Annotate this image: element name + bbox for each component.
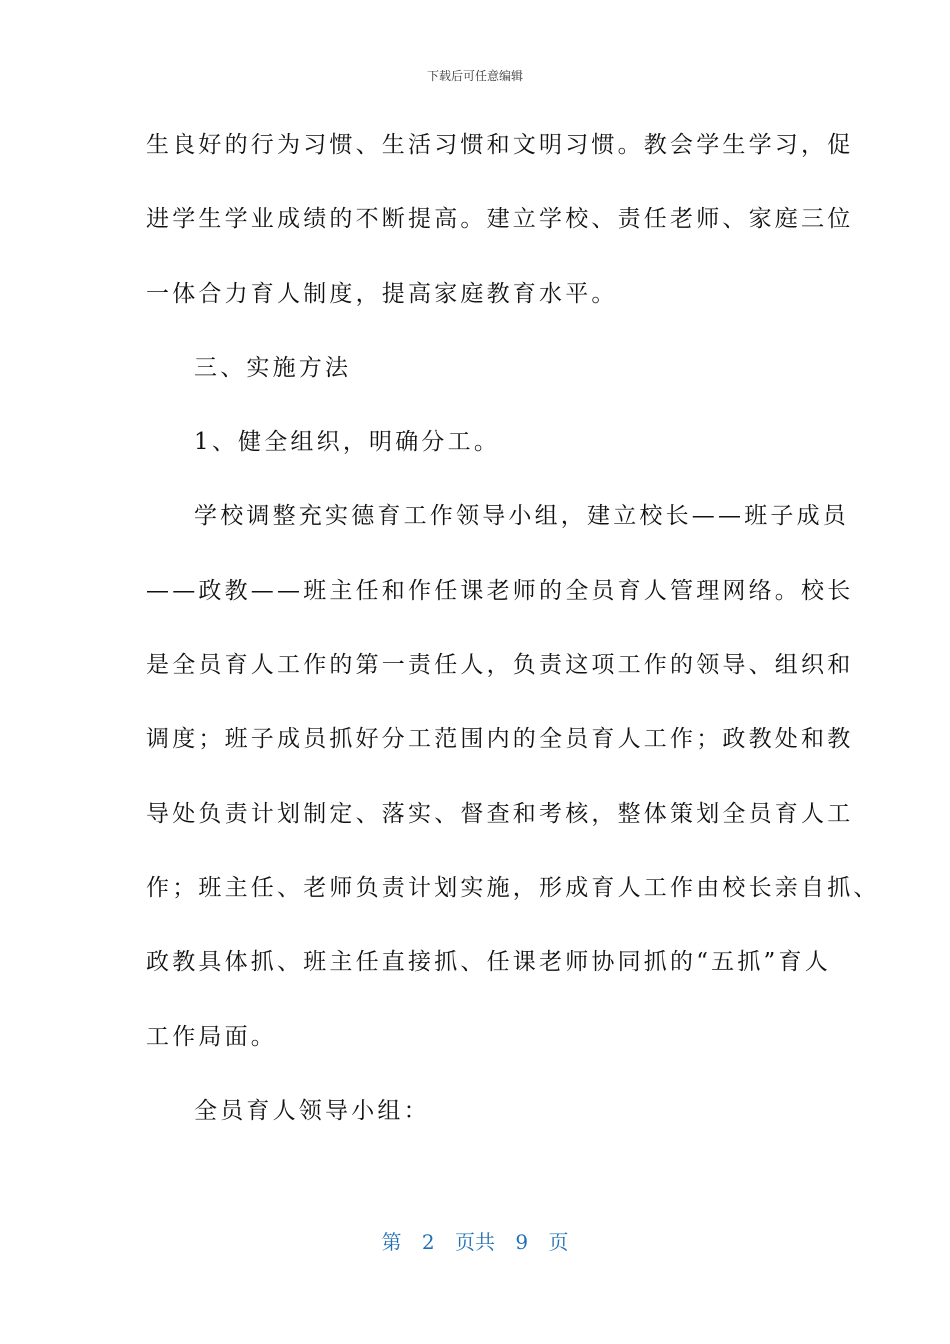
header-note: 下载后可任意编辑 bbox=[426, 69, 523, 83]
text-line: 工作局面。 bbox=[146, 1023, 277, 1050]
document-body bbox=[146, 127, 880, 1167]
text-line: 调度；班子成员抓好分工范围内的全员育人工作；政教处和教 bbox=[146, 726, 854, 753]
text-line: 导处负责计划制定、落实、督查和考核，整体策划全员育人工 bbox=[146, 800, 854, 827]
section-heading: 三、实施方法 bbox=[194, 354, 352, 381]
text-line: 是全员育人工作的第一责任人，负责这项工作的领导、组织和 bbox=[146, 652, 854, 679]
footer-suffix: 页 bbox=[548, 1230, 569, 1254]
subsection-heading: 1、健全组织，明确分工。 bbox=[194, 429, 501, 456]
text-line: 一体合力育人制度，提高家庭教育水平。 bbox=[146, 280, 618, 307]
total-page-number: 9 bbox=[515, 1230, 529, 1254]
footer-middle: 页共 bbox=[455, 1230, 495, 1254]
current-page-number: 2 bbox=[421, 1230, 435, 1254]
text-line: 作；班主任、老师负责计划实施，形成育人工作由校长亲自抓、 bbox=[146, 874, 880, 901]
text-line: 全员育人领导小组： bbox=[194, 1097, 430, 1124]
text-line: 政教具体抓、班主任直接抓、任课老师协同抓的“五抓”育人 bbox=[146, 949, 831, 976]
footer-prefix: 第 bbox=[381, 1230, 402, 1254]
text-line: 学校调整充实德育工作领导小组，建立校长——班子成员 bbox=[194, 503, 849, 530]
text-line: 生良好的行为习惯、生活习惯和文明习惯。教会学生学习，促 bbox=[146, 132, 854, 158]
text-line: 进学生学业成绩的不断提高。建立学校、责任老师、家庭三位 bbox=[146, 206, 854, 233]
text-line: ——政教——班主任和作任课老师的全员育人管理网络。校长 bbox=[146, 577, 854, 604]
page-number-footer bbox=[0, 1226, 950, 1255]
